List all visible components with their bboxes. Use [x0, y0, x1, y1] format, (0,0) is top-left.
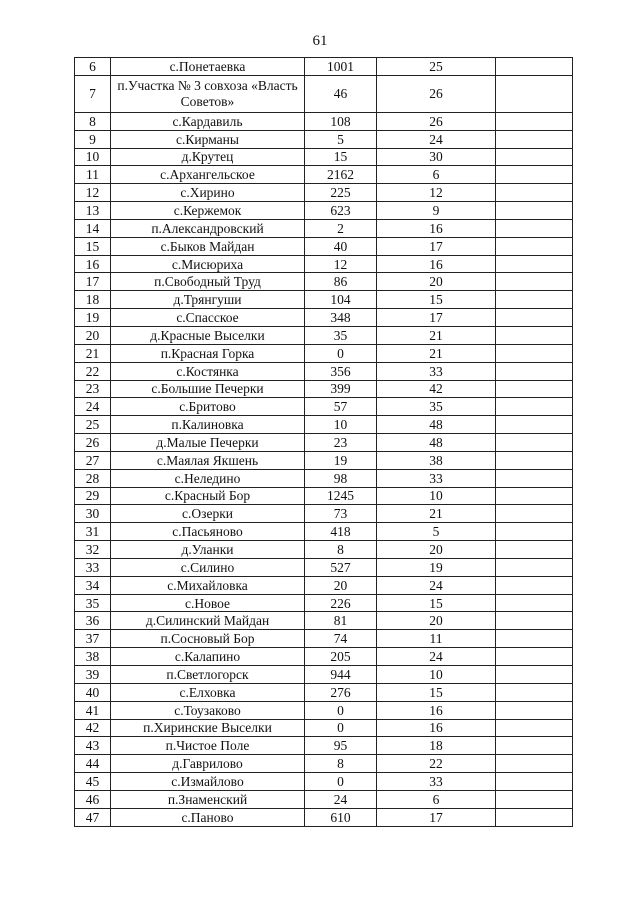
- distance-cell: 20: [377, 541, 496, 559]
- distance-cell: 22: [377, 755, 496, 773]
- note-cell: [496, 434, 573, 452]
- settlement-name-cell: с.Хирино: [111, 184, 305, 202]
- population-cell: 104: [305, 291, 377, 309]
- row-number-cell: 9: [75, 130, 111, 148]
- page-number: 61: [312, 33, 328, 49]
- distance-cell: 10: [377, 666, 496, 684]
- settlement-name-cell: с.Архангельское: [111, 166, 305, 184]
- settlement-name-cell: с.Спасское: [111, 309, 305, 327]
- settlement-name-cell: д.Трянгуши: [111, 291, 305, 309]
- note-cell: [496, 219, 573, 237]
- row-number-cell: 33: [75, 558, 111, 576]
- row-number-cell: 36: [75, 612, 111, 630]
- table-row: [75, 630, 573, 648]
- table-row: [75, 523, 573, 541]
- population-cell: 0: [305, 701, 377, 719]
- distance-cell: 20: [377, 612, 496, 630]
- note-cell: [496, 380, 573, 398]
- population-cell: 108: [305, 112, 377, 130]
- distance-cell: 16: [377, 701, 496, 719]
- population-cell: 2162: [305, 166, 377, 184]
- settlement-name-cell: д.Малые Печерки: [111, 434, 305, 452]
- table-row: [75, 487, 573, 505]
- population-cell: 225: [305, 184, 377, 202]
- row-number-cell: 19: [75, 309, 111, 327]
- settlement-name-cell: с.Елховка: [111, 683, 305, 701]
- population-cell: 2: [305, 219, 377, 237]
- settlement-name-cell: с.Тоузаково: [111, 701, 305, 719]
- table-row: [75, 594, 573, 612]
- settlement-name-cell: с.Кирманы: [111, 130, 305, 148]
- settlement-name-cell: с.Быков Майдан: [111, 237, 305, 255]
- row-number-cell: 11: [75, 166, 111, 184]
- table-row: [75, 148, 573, 166]
- note-cell: [496, 273, 573, 291]
- settlement-name-cell: п.Чистое Поле: [111, 737, 305, 755]
- table-row: [75, 755, 573, 773]
- note-cell: [496, 469, 573, 487]
- row-number-cell: 47: [75, 808, 111, 826]
- population-cell: 1245: [305, 487, 377, 505]
- distance-cell: 48: [377, 416, 496, 434]
- note-cell: [496, 594, 573, 612]
- population-cell: 0: [305, 773, 377, 791]
- settlement-name-cell: с.Кардавиль: [111, 112, 305, 130]
- table-row: [75, 666, 573, 684]
- table-row: [75, 576, 573, 594]
- row-number-cell: 7: [75, 75, 111, 112]
- distance-cell: 16: [377, 219, 496, 237]
- table-row: [75, 184, 573, 202]
- settlements-table: [74, 57, 573, 827]
- distance-cell: 15: [377, 291, 496, 309]
- table-row: [75, 648, 573, 666]
- note-cell: [496, 755, 573, 773]
- settlement-name-cell: п.Светлогорск: [111, 666, 305, 684]
- settlement-name-cell: с.Калапино: [111, 648, 305, 666]
- distance-cell: 33: [377, 362, 496, 380]
- table-row: [75, 75, 573, 112]
- distance-cell: 6: [377, 790, 496, 808]
- note-cell: [496, 683, 573, 701]
- settlement-name-cell: с.Бритово: [111, 398, 305, 416]
- population-cell: 19: [305, 451, 377, 469]
- note-cell: [496, 487, 573, 505]
- table-row: [75, 380, 573, 398]
- distance-cell: 18: [377, 737, 496, 755]
- distance-cell: 38: [377, 451, 496, 469]
- table-row: [75, 273, 573, 291]
- settlement-name-cell: с.Кержемок: [111, 202, 305, 220]
- distance-cell: 21: [377, 326, 496, 344]
- note-cell: [496, 808, 573, 826]
- population-cell: 15: [305, 148, 377, 166]
- population-cell: 8: [305, 755, 377, 773]
- distance-cell: 33: [377, 773, 496, 791]
- distance-cell: 20: [377, 273, 496, 291]
- note-cell: [496, 326, 573, 344]
- settlement-name-cell: с.Маялая Якшень: [111, 451, 305, 469]
- population-cell: 98: [305, 469, 377, 487]
- settlement-name-cell: п.Александровский: [111, 219, 305, 237]
- note-cell: [496, 541, 573, 559]
- table-row: [75, 219, 573, 237]
- distance-cell: 19: [377, 558, 496, 576]
- note-cell: [496, 148, 573, 166]
- distance-cell: 24: [377, 576, 496, 594]
- table-row: [75, 558, 573, 576]
- settlement-name-cell: с.Понетаевка: [111, 58, 305, 76]
- row-number-cell: 32: [75, 541, 111, 559]
- row-number-cell: 6: [75, 58, 111, 76]
- row-number-cell: 20: [75, 326, 111, 344]
- table-row: [75, 469, 573, 487]
- population-cell: 10: [305, 416, 377, 434]
- distance-cell: 15: [377, 594, 496, 612]
- row-number-cell: 22: [75, 362, 111, 380]
- row-number-cell: 38: [75, 648, 111, 666]
- note-cell: [496, 737, 573, 755]
- population-cell: 81: [305, 612, 377, 630]
- settlement-name-cell: п.Свободный Труд: [111, 273, 305, 291]
- table-row: [75, 58, 573, 76]
- table-row: [75, 202, 573, 220]
- note-cell: [496, 130, 573, 148]
- population-cell: 944: [305, 666, 377, 684]
- distance-cell: 9: [377, 202, 496, 220]
- population-cell: 20: [305, 576, 377, 594]
- row-number-cell: 39: [75, 666, 111, 684]
- population-cell: 610: [305, 808, 377, 826]
- table-row: [75, 773, 573, 791]
- distance-cell: 21: [377, 344, 496, 362]
- note-cell: [496, 237, 573, 255]
- settlement-name-cell: с.Костянка: [111, 362, 305, 380]
- distance-cell: 21: [377, 505, 496, 523]
- distance-cell: 26: [377, 75, 496, 112]
- row-number-cell: 16: [75, 255, 111, 273]
- row-number-cell: 23: [75, 380, 111, 398]
- row-number-cell: 46: [75, 790, 111, 808]
- note-cell: [496, 398, 573, 416]
- settlement-name-cell: д.Уланки: [111, 541, 305, 559]
- note-cell: [496, 576, 573, 594]
- row-number-cell: 42: [75, 719, 111, 737]
- population-cell: 12: [305, 255, 377, 273]
- settlement-name-cell: п.Сосновый Бор: [111, 630, 305, 648]
- settlement-name-cell: с.Силино: [111, 558, 305, 576]
- table-row: [75, 737, 573, 755]
- table-row: [75, 237, 573, 255]
- note-cell: [496, 344, 573, 362]
- note-cell: [496, 166, 573, 184]
- settlement-name-cell: с.Озерки: [111, 505, 305, 523]
- population-cell: 24: [305, 790, 377, 808]
- distance-cell: 5: [377, 523, 496, 541]
- distance-cell: 6: [377, 166, 496, 184]
- population-cell: 1001: [305, 58, 377, 76]
- row-number-cell: 41: [75, 701, 111, 719]
- distance-cell: 24: [377, 648, 496, 666]
- population-cell: 0: [305, 719, 377, 737]
- table-row: [75, 255, 573, 273]
- table-row: [75, 291, 573, 309]
- population-cell: 5: [305, 130, 377, 148]
- row-number-cell: 12: [75, 184, 111, 202]
- note-cell: [496, 184, 573, 202]
- note-cell: [496, 648, 573, 666]
- table-row: [75, 434, 573, 452]
- note-cell: [496, 58, 573, 76]
- note-cell: [496, 719, 573, 737]
- note-cell: [496, 630, 573, 648]
- table-row: [75, 362, 573, 380]
- population-cell: 23: [305, 434, 377, 452]
- distance-cell: 26: [377, 112, 496, 130]
- row-number-cell: 13: [75, 202, 111, 220]
- settlement-name-cell: п.Знаменский: [111, 790, 305, 808]
- table-row: [75, 683, 573, 701]
- row-number-cell: 35: [75, 594, 111, 612]
- settlement-name-cell: п.Участка № 3 совхоза «Власть Советов»: [111, 75, 305, 112]
- row-number-cell: 17: [75, 273, 111, 291]
- table-row: [75, 541, 573, 559]
- distance-cell: 42: [377, 380, 496, 398]
- row-number-cell: 27: [75, 451, 111, 469]
- row-number-cell: 37: [75, 630, 111, 648]
- settlement-name-cell: д.Силинский Майдан: [111, 612, 305, 630]
- row-number-cell: 28: [75, 469, 111, 487]
- table-row: [75, 808, 573, 826]
- population-cell: 399: [305, 380, 377, 398]
- table-row: [75, 326, 573, 344]
- distance-cell: 17: [377, 237, 496, 255]
- note-cell: [496, 612, 573, 630]
- population-cell: 418: [305, 523, 377, 541]
- row-number-cell: 18: [75, 291, 111, 309]
- row-number-cell: 14: [75, 219, 111, 237]
- table-row: [75, 166, 573, 184]
- table-row: [75, 451, 573, 469]
- distance-cell: 17: [377, 309, 496, 327]
- population-cell: 35: [305, 326, 377, 344]
- table-row: [75, 505, 573, 523]
- row-number-cell: 25: [75, 416, 111, 434]
- row-number-cell: 24: [75, 398, 111, 416]
- row-number-cell: 43: [75, 737, 111, 755]
- settlement-name-cell: с.Мисюриха: [111, 255, 305, 273]
- settlement-name-cell: с.Красный Бор: [111, 487, 305, 505]
- row-number-cell: 10: [75, 148, 111, 166]
- population-cell: 276: [305, 683, 377, 701]
- distance-cell: 16: [377, 255, 496, 273]
- settlement-name-cell: с.Пасьяново: [111, 523, 305, 541]
- settlement-name-cell: д.Крутец: [111, 148, 305, 166]
- population-cell: 348: [305, 309, 377, 327]
- distance-cell: 12: [377, 184, 496, 202]
- settlement-name-cell: д.Красные Выселки: [111, 326, 305, 344]
- settlement-name-cell: п.Красная Горка: [111, 344, 305, 362]
- row-number-cell: 34: [75, 576, 111, 594]
- table-row: [75, 309, 573, 327]
- table-row: [75, 112, 573, 130]
- settlement-name-cell: с.Неледино: [111, 469, 305, 487]
- settlement-name-cell: п.Хиринские Выселки: [111, 719, 305, 737]
- population-cell: 623: [305, 202, 377, 220]
- population-cell: 73: [305, 505, 377, 523]
- row-number-cell: 21: [75, 344, 111, 362]
- distance-cell: 35: [377, 398, 496, 416]
- note-cell: [496, 112, 573, 130]
- note-cell: [496, 790, 573, 808]
- distance-cell: 10: [377, 487, 496, 505]
- note-cell: [496, 451, 573, 469]
- population-cell: 95: [305, 737, 377, 755]
- note-cell: [496, 505, 573, 523]
- note-cell: [496, 309, 573, 327]
- table-row: [75, 344, 573, 362]
- row-number-cell: 45: [75, 773, 111, 791]
- table-row: [75, 398, 573, 416]
- row-number-cell: 40: [75, 683, 111, 701]
- note-cell: [496, 362, 573, 380]
- note-cell: [496, 701, 573, 719]
- row-number-cell: 15: [75, 237, 111, 255]
- table-row: [75, 130, 573, 148]
- note-cell: [496, 291, 573, 309]
- row-number-cell: 31: [75, 523, 111, 541]
- distance-cell: 17: [377, 808, 496, 826]
- population-cell: 40: [305, 237, 377, 255]
- note-cell: [496, 416, 573, 434]
- settlement-name-cell: с.Большие Печерки: [111, 380, 305, 398]
- table-body: [75, 58, 573, 827]
- table-row: [75, 790, 573, 808]
- row-number-cell: 30: [75, 505, 111, 523]
- note-cell: [496, 773, 573, 791]
- population-cell: 86: [305, 273, 377, 291]
- row-number-cell: 26: [75, 434, 111, 452]
- distance-cell: 33: [377, 469, 496, 487]
- table-row: [75, 416, 573, 434]
- distance-cell: 48: [377, 434, 496, 452]
- row-number-cell: 29: [75, 487, 111, 505]
- population-cell: 356: [305, 362, 377, 380]
- population-cell: 8: [305, 541, 377, 559]
- note-cell: [496, 202, 573, 220]
- distance-cell: 15: [377, 683, 496, 701]
- population-cell: 527: [305, 558, 377, 576]
- note-cell: [496, 558, 573, 576]
- note-cell: [496, 75, 573, 112]
- note-cell: [496, 666, 573, 684]
- population-cell: 0: [305, 344, 377, 362]
- settlement-name-cell: д.Гаврилово: [111, 755, 305, 773]
- note-cell: [496, 523, 573, 541]
- distance-cell: 24: [377, 130, 496, 148]
- table-row: [75, 701, 573, 719]
- settlement-name-cell: с.Паново: [111, 808, 305, 826]
- population-cell: 46: [305, 75, 377, 112]
- distance-cell: 30: [377, 148, 496, 166]
- settlement-name-cell: с.Михайловка: [111, 576, 305, 594]
- note-cell: [496, 255, 573, 273]
- table-row: [75, 719, 573, 737]
- row-number-cell: 44: [75, 755, 111, 773]
- distance-cell: 16: [377, 719, 496, 737]
- row-number-cell: 8: [75, 112, 111, 130]
- population-cell: 205: [305, 648, 377, 666]
- population-cell: 74: [305, 630, 377, 648]
- settlement-name-cell: с.Новое: [111, 594, 305, 612]
- settlement-name-cell: п.Калиновка: [111, 416, 305, 434]
- table-row: [75, 612, 573, 630]
- population-cell: 226: [305, 594, 377, 612]
- distance-cell: 25: [377, 58, 496, 76]
- population-cell: 57: [305, 398, 377, 416]
- settlement-name-cell: с.Измайлово: [111, 773, 305, 791]
- distance-cell: 11: [377, 630, 496, 648]
